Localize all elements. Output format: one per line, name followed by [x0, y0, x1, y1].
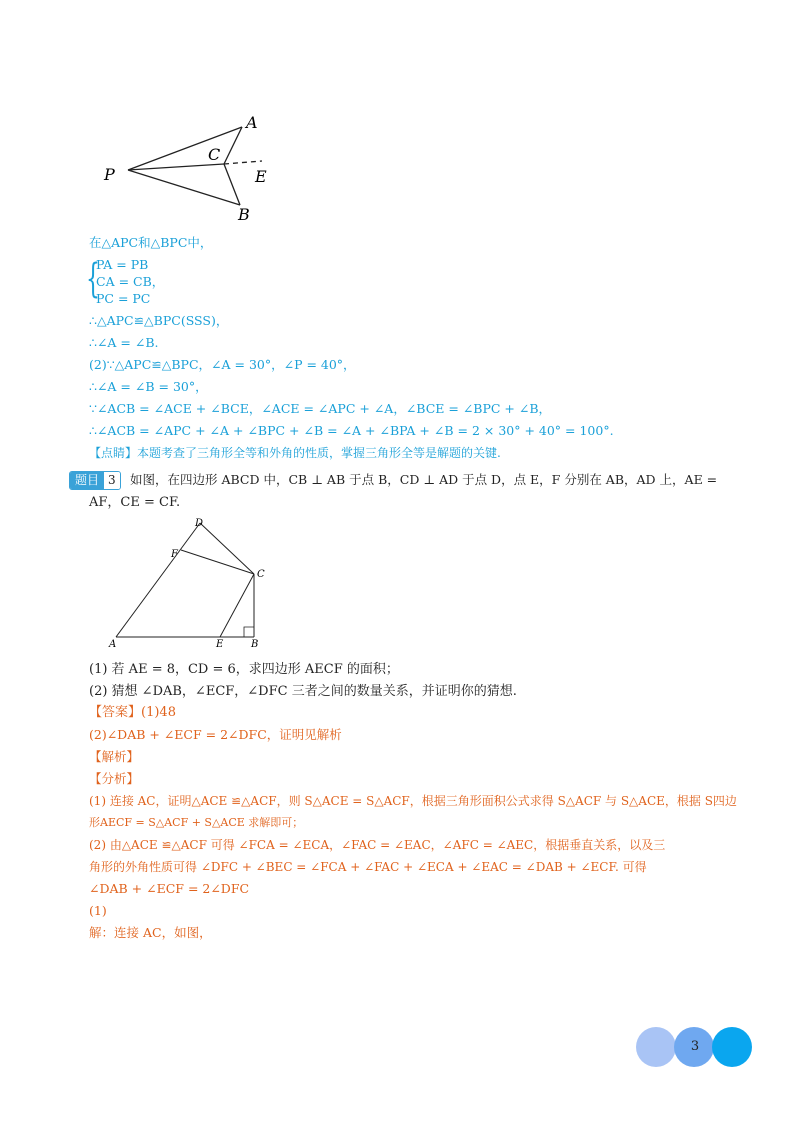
fenxi-line-3: (2) 由△ACE ≌△ACF 可得 ∠FCA = ∠ECA，∠FAC = ∠EAC，∠AFC = ∠AEC，根据垂直关系，以及三 [89, 838, 666, 852]
footer-circle-1 [636, 1027, 676, 1067]
analysis-heading: 【解析】 [89, 749, 140, 764]
answer-2: (2)∠DAB + ∠ECF = 2∠DFC，证明见解析 [89, 727, 342, 742]
sub-question-2: (2) 猜想 ∠DAB，∠ECF，∠DFC 三者之间的数量关系，并证明你的猜想. [89, 684, 517, 699]
question-stem-line-1: 如图，在四边形 ABCD 中，CB ⊥ AB 于点 B，CD ⊥ AD 于点 D，点 E，F 分别在 AB，AD 上，AE = [130, 472, 718, 487]
fenxi-line-4: 角形的外角性质可得 ∠DFC + ∠BEC = ∠FCA + ∠FAC + ∠ECA + ∠EAC = ∠DAB + ∠ECF. 可得 [89, 860, 647, 874]
segment-AD [116, 523, 200, 637]
brace-symbol: { [86, 256, 100, 302]
fig2-label-F: F [171, 549, 178, 560]
fenxi-heading: 【分析】 [89, 771, 140, 786]
brace-line-1: PA = PB [96, 257, 149, 272]
brace-line-2: CA = CB， [96, 274, 165, 289]
question-stem-line-2: AF，CE = CF. [89, 495, 181, 510]
solution-line-3: ∴∠A = ∠B. [89, 335, 159, 350]
right-angle-B [244, 627, 254, 637]
fenxi-line-5: ∠DAB + ∠ECF = 2∠DFC [89, 881, 250, 896]
answer-1: (1)48 [141, 705, 176, 720]
part-1-label: (1) [89, 903, 107, 918]
label-P: P [104, 165, 115, 184]
question-tag-number: 3 [104, 472, 120, 489]
fig2-label-D: D [195, 518, 204, 529]
fig2-label-B: B [251, 639, 259, 650]
solution-line-6: ∵∠ACB = ∠ACE + ∠BCE，∠ACE = ∠APC + ∠A，∠BCE = ∠BPC + ∠B， [89, 401, 552, 416]
fenxi-line-1: (1) 连接 AC，证明△ACE ≌△ACF，则 S△ACE = S△ACF，根据三角形面积公式求得 S△ACF 与 S△ACE，根据 S四边 [89, 794, 737, 808]
fig2-label-C: C [257, 569, 265, 580]
answer-heading: 【答案】 [89, 705, 142, 720]
footer-circle-3 [712, 1027, 752, 1067]
segment-EC [220, 574, 254, 637]
solution-line-4: (2)∵△APC≌△BPC，∠A = 30°，∠P = 40°， [89, 357, 356, 372]
sub-question-1: (1) 若 AE = 8，CD = 6，求四边形 AECF 的面积； [89, 662, 399, 677]
figure-2 [105, 514, 275, 654]
figure-1 [100, 110, 290, 225]
solution-line-7: ∴∠ACB = ∠APC + ∠A + ∠BPC + ∠B = ∠A + ∠BPA + ∠B = 2 × 30° + 40° = 100°. [89, 423, 614, 438]
question-tag-label: 题目 [70, 472, 104, 489]
label-A: A [246, 113, 258, 132]
solution-line-5: ∴∠A = ∠B = 30°， [89, 379, 208, 394]
label-B: B [238, 205, 250, 224]
segment-CB [224, 164, 240, 205]
segment-CE-dashed [224, 161, 262, 164]
answer-line-1 [89, 704, 176, 722]
fenxi-line-2: 形AECF = S△ACF + S△ACE 求解即可； [89, 816, 304, 829]
fig2-label-E: E [216, 639, 224, 650]
segment-FC [181, 550, 254, 574]
label-C: C [208, 145, 221, 164]
page-number: 3 [690, 1039, 700, 1054]
brace-lines [96, 256, 164, 307]
brace-line-3: PC = PC [96, 291, 151, 306]
question-tag [69, 471, 121, 490]
solve-line: 解：连接 AC，如图， [89, 925, 212, 940]
solution-line-1: 在△APC和△BPC中， [89, 235, 213, 250]
solution-comment: 【点睛】本题考查了三角形全等和外角的性质，掌握三角形全等是解题的关键. [89, 446, 501, 460]
label-E: E [255, 167, 267, 186]
fig2-label-A: A [109, 639, 117, 650]
solution-line-2: ∴△APC≌△BPC(SSS)， [89, 313, 229, 328]
segment-DC [200, 523, 254, 574]
segment-PB [128, 170, 240, 205]
